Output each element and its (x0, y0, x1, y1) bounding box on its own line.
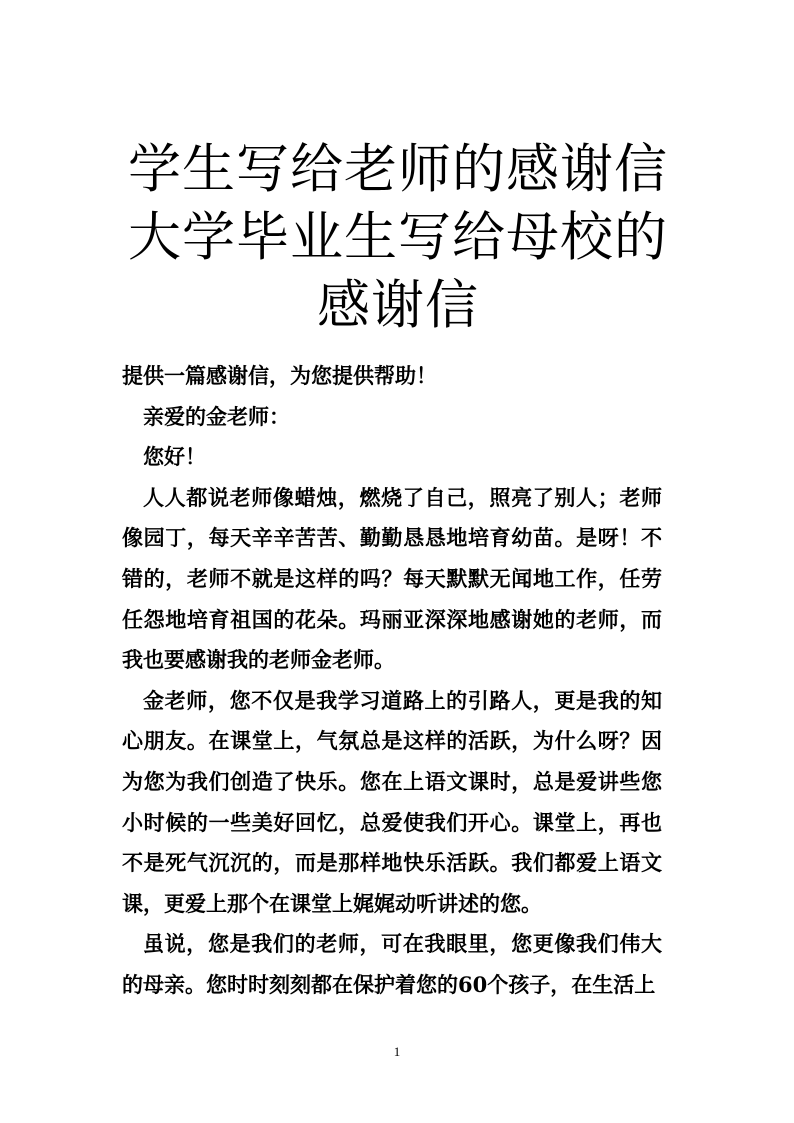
document-title: 学生写给老师的感谢信 大学毕业生写给母校的感谢信 (128, 139, 668, 336)
letter-body (122, 356, 662, 1006)
body-paragraph: 人人都说老师像蜡烛，燃烧了自己，照亮了别人；老师像园丁，每天辛辛苦苦、勤勤恳恳地培育幼苗。是呀！不错的，老师不就是这样的吗？每天默默无闻地工作，任劳任怨地培育祖国的花朵。玛丽亚深深地感谢她的老师，而我也要感谢我的老师金老师。 (122, 484, 662, 673)
salutation: 亲爱的金老师： (143, 403, 290, 429)
body-paragraph: 金老师，您不仅是我学习道路上的引路人，更是我的知心朋友。在课堂上，气氛总是这样的活跃，为什么呀？因为您为我们创造了快乐。您在上语文课时，总是爱讲些您小时候的一些美好回忆，总爱使我们开心。课堂上，再也不是死气沉沉的，而是那样地快乐活跃。我们都爱上语文课，更爱上那个在课堂上娓娓动听讲述的您。 (122, 687, 662, 916)
greeting: 您好！ (143, 444, 206, 470)
body-paragraph: 虽说，您是我们的老师，可在我眼里，您更像我们伟大的母亲。您时时刻刻都在保护着您的60个孩子，在生活上 (122, 931, 662, 997)
page-number: 1 (393, 1044, 401, 1059)
intro-paragraph: 提供一篇感谢信，为您提供帮助！ (122, 363, 437, 388)
